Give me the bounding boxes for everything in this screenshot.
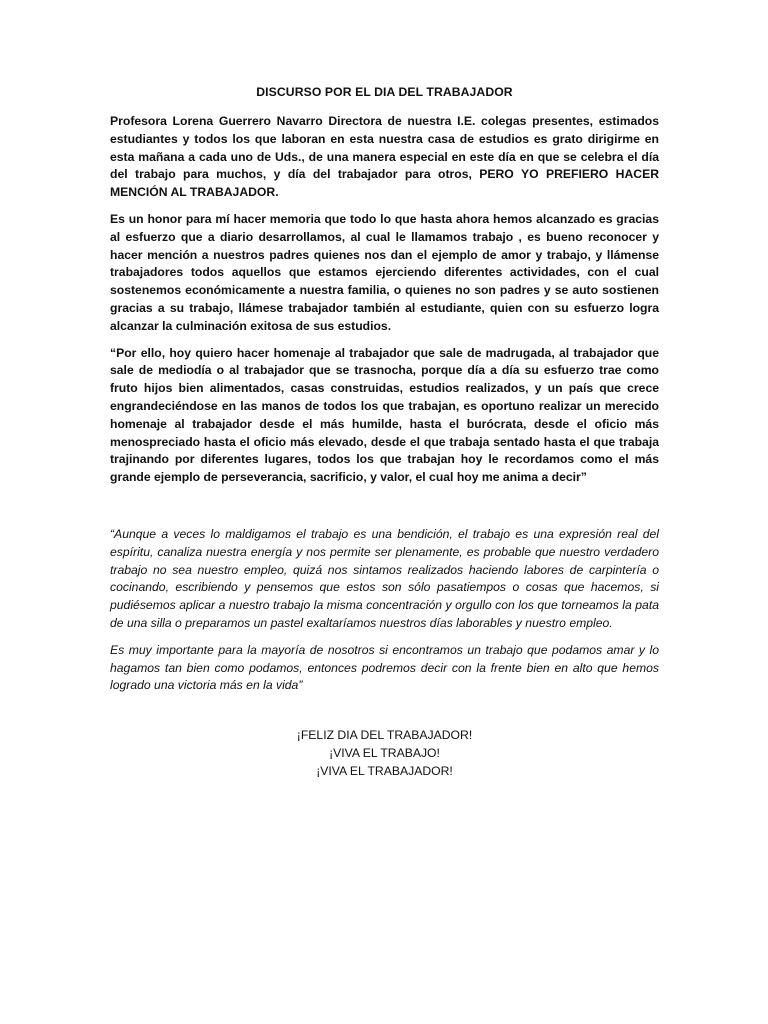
closing-line-viva-trabajo: ¡VIVA EL TRABAJO! [329, 746, 440, 761]
paragraph-homage: “Por ello, hoy quiero hacer homenaje al trabajador que sale de madrugada, al trabajador que sale de mediodía o al trabajador que se trasnocha, porque día a día su esfuerzo trae como fruto hijos bien alimentados, casas construidas, estudios realizados, y un país que crece engrandeciéndose en las manos de todos los que trabajan, es oportuno realizar un merecido homenaje al trabajador desde el más humilde, hasta el burócrata, desde el oficio más menospreciado hasta el oficio más elevado, desde el que trabaja sentado hasta el que trabaja trajinando por diferentes lugares, todos los que trabajan hoy le recordamos como el más grande ejemplo de perseverancia, sacrificio, y valor, el cual hoy me anima a decir” [110, 345, 659, 485]
paragraph-greeting: Profesora Lorena Guerrero Navarro Directora de nuestra I.E. colegas presentes, estimados estudiantes y todos los que laboran en esta nuestra casa de estudios es grato dirigirme en esta mañana a cada uno de Uds., de una manera especial en este día en que se celebra el día del trabajo para muchos, y día del trabajador para otros, PERO YO PREFIERO HACER MENCIÓN AL TRABAJADOR. [110, 114, 659, 200]
quote-paragraph-victory: Es muy importante para la mayoría de nosotros si encontramos un trabajo que podamos amar y lo hagamos tan bien como podamos, entonces podremos decir con la frente bien en alto que hemos logrado una victoria más en la vida” [110, 642, 659, 693]
document-title: DISCURSO POR EL DIA DEL TRABAJADOR [256, 85, 513, 99]
paragraph-honor: Es un honor para mí hacer memoria que todo lo que hasta ahora hemos alcanzado es gracias al esfuerzo que a diario desarrollamos, al cual le llamamos trabajo , es bueno reconocer y hacer mención a nuestros padres quienes nos dan el ejemplo de amor y trabajo, y llámense trabajadores todos aquellos que estamos ejerciendo diferentes actividades, con el cual sostenemos económicamente a nuestra familia, o quienes no son padres y se auto sostienen gracias a su trabajo, llámese trabajador también al estudiante, quien con su esfuerzo logra alcanzar la culminación exitosa de sus estudios. [110, 211, 659, 333]
quote-paragraph-work-blessing: “Aunque a veces lo maldigamos el trabajo es una bendición, el trabajo es una expresión real del espíritu, canaliza nuestra energía y nos permite ser plenamente, es probable que nuestro verdadero trabajo no sea nuestro empleo, quizá nos sintamos realizados haciendo labores de carpintería o cocinando, escribiendo y pensemos que estos son sólo pasatiempos o cosas que hacemos, si pudiésemos aplicar a nuestro trabajo la misma concentración y orgullo con los que torneamos la pata de una silla o preparamos un pastel exaltaríamos nuestros días laborables y nuestro empleo. [110, 526, 659, 630]
document-body [110, 84, 659, 780]
closing-spacer [110, 704, 659, 726]
closing-line-feliz-dia: ¡FELIZ DIA DEL TRABAJADOR! [296, 728, 473, 743]
closing-line-viva-trabajador: ¡VIVA EL TRABAJADOR! [316, 764, 453, 779]
section-spacer [110, 496, 659, 526]
